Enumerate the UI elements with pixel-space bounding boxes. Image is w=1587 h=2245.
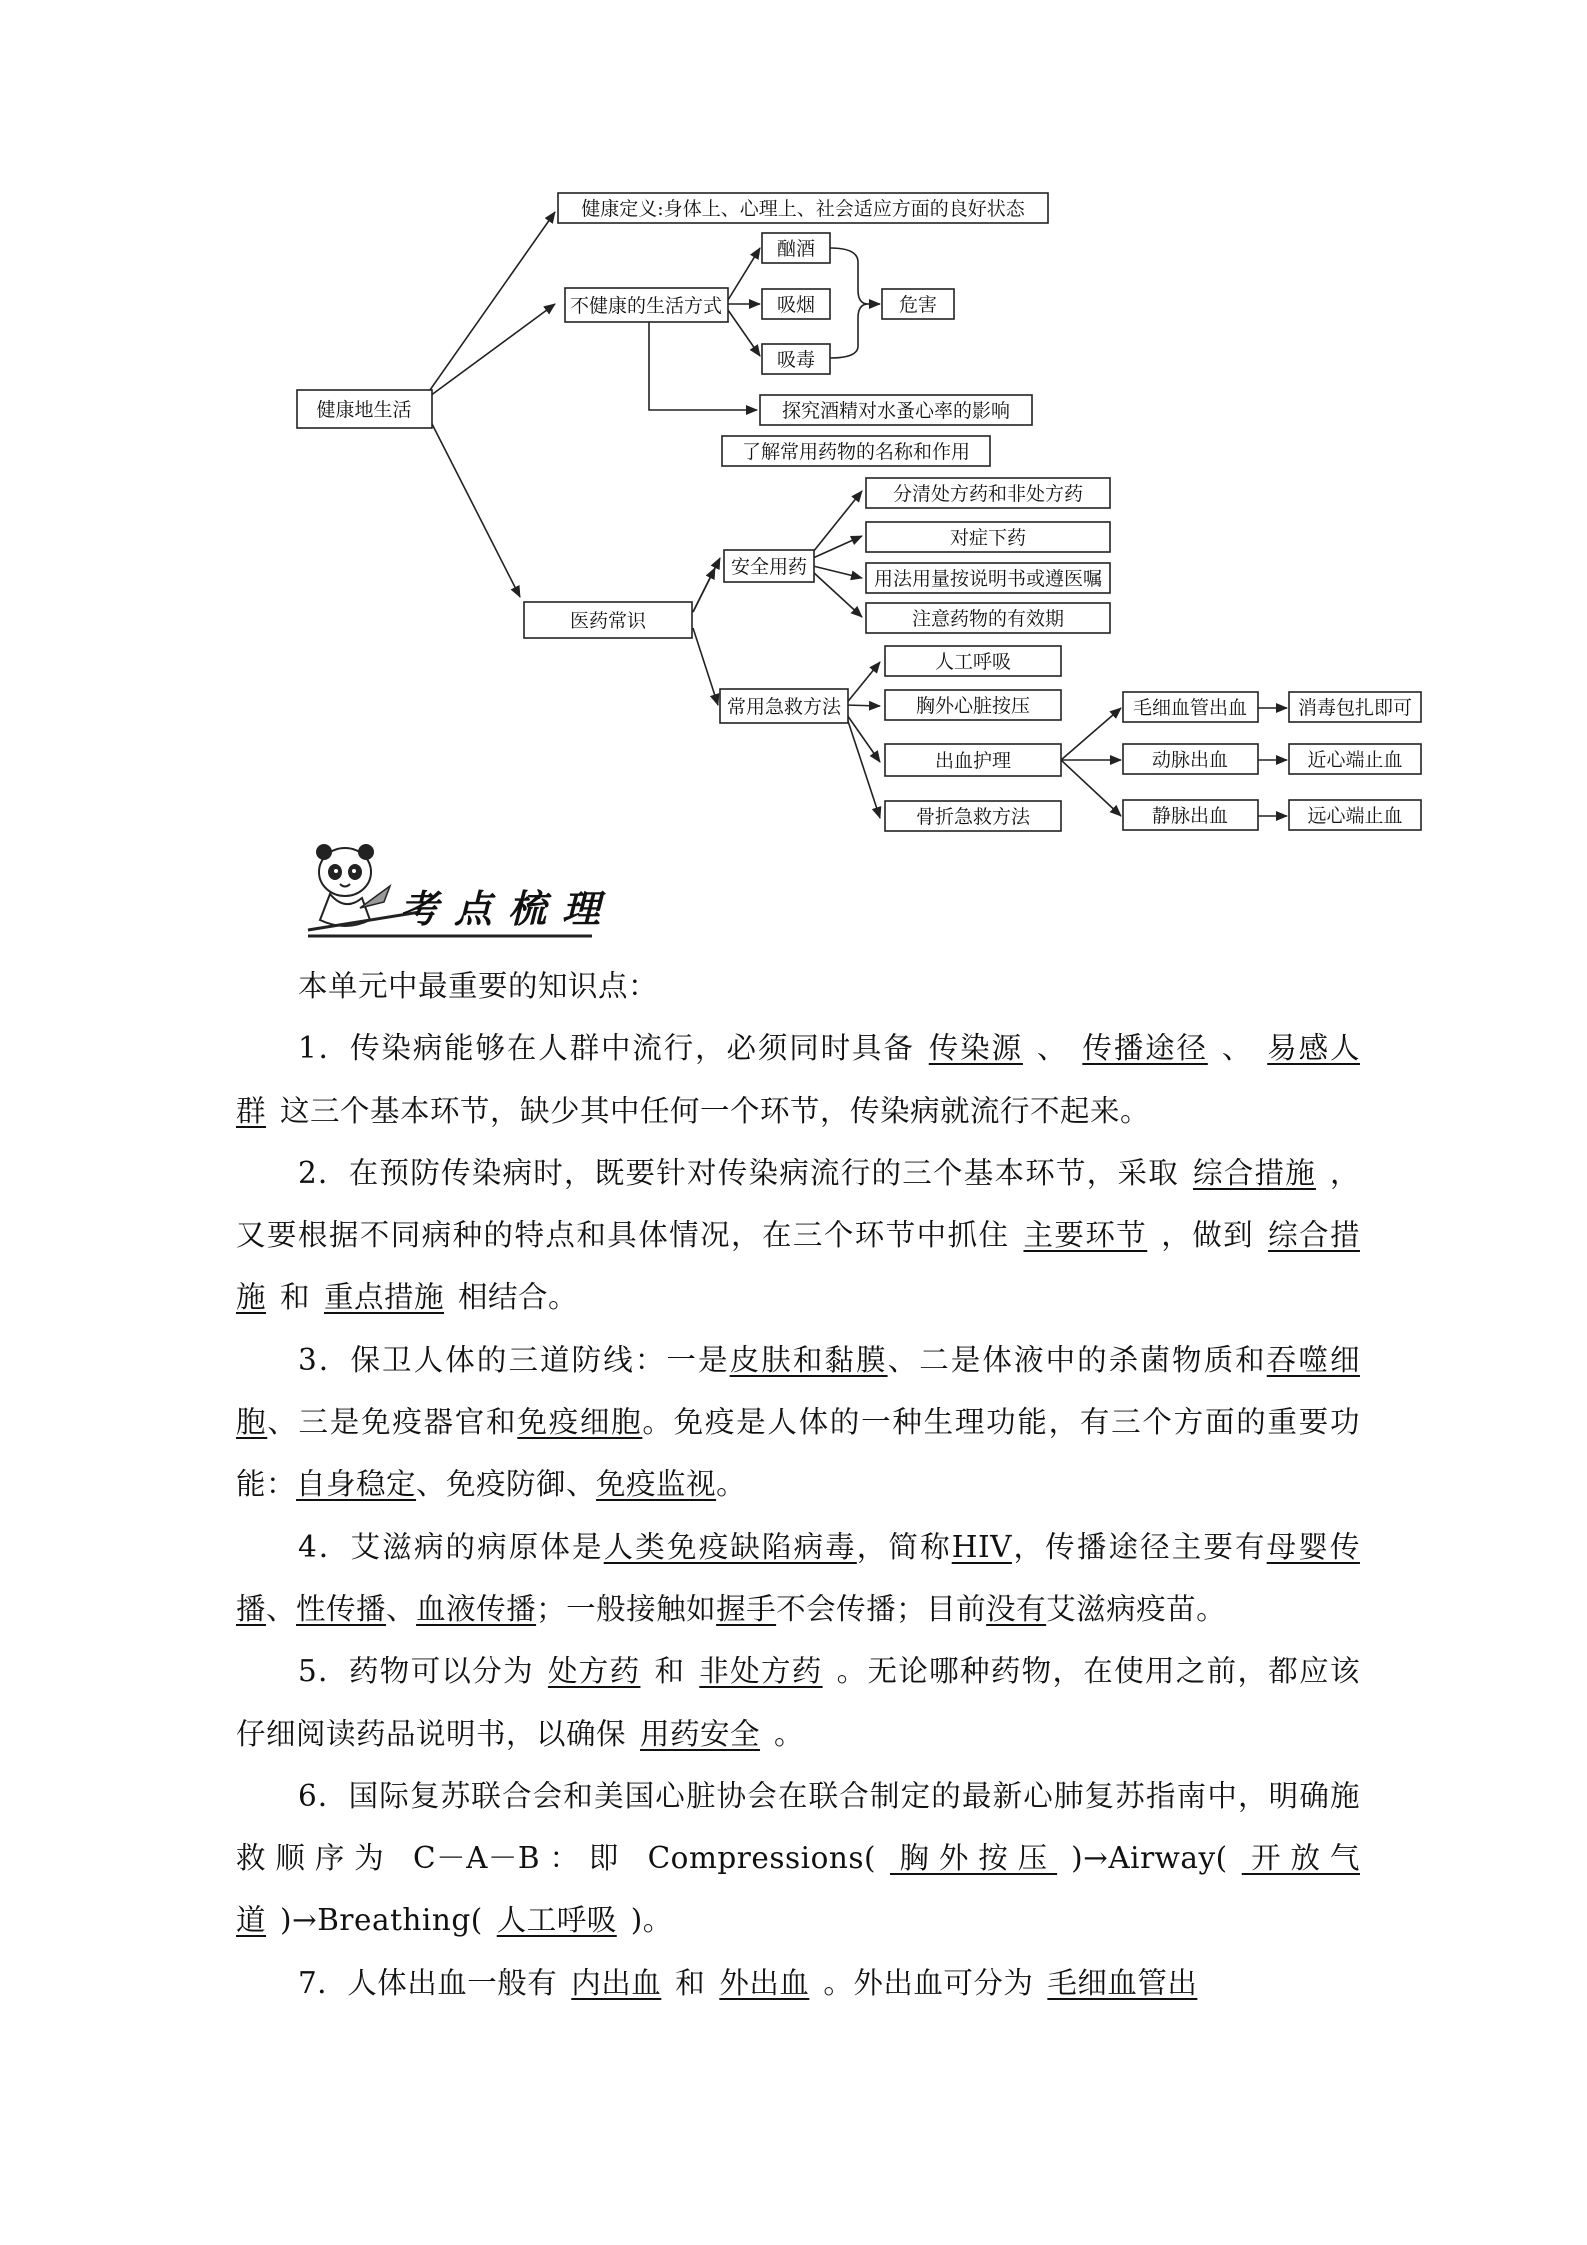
answer-blank: 胸外按压 <box>889 1841 1058 1876</box>
answer-blank: 吞噬细胞 <box>236 1342 1360 1440</box>
node-proximal <box>1289 744 1421 774</box>
node-drugs <box>762 344 830 374</box>
answer-blank: 外出血 <box>719 1965 810 2000</box>
answer-blank: 性传播 <box>296 1591 387 1626</box>
svg-text:静脉出血: 静脉出血 <box>1151 805 1229 827</box>
node-capillary-bleeding <box>1123 692 1258 722</box>
svg-text:安全用药: 安全用药 <box>730 556 808 578</box>
answer-blank: 非处方药 <box>699 1654 823 1689</box>
answer-blank: 处方药 <box>547 1654 641 1689</box>
knowledge-points <box>236 955 1360 2014</box>
svg-text:出血护理: 出血护理 <box>934 750 1012 772</box>
node-safe-medication <box>724 550 814 582</box>
answer-blank: 综合措施 <box>236 1218 1360 1315</box>
answer-blank: 传染源 <box>928 1031 1023 1066</box>
svg-text:健康地生活: 健康地生活 <box>316 399 412 421</box>
answer-blank: 开放气道 <box>236 1841 1360 1938</box>
point-4: 4．艾滋病的病原体是人类免疫缺陷病毒，简称HIV，传播途径主要有母婴传播、性传播、血液传播；一般接触如握手不会传播；目前没有艾滋病疫苗。 <box>236 1529 1360 1626</box>
node-rx-otc <box>866 478 1110 508</box>
answer-blank: 免疫细胞 <box>517 1405 643 1440</box>
svg-text:人工呼吸: 人工呼吸 <box>934 651 1012 673</box>
point-5: 5．药物可以分为 处方药 和 非处方药 。无论哪种药物，在使用之前，都应该仔细阅读药品说明书，以确保 用药安全 。 <box>236 1654 1360 1751</box>
point-1: 1．传染病能够在人群中流行，必须同时具备 传染源 、 传播途径 、 易感人群 这三个基本环节，缺少其中任何一个环节，传染病就流行不起来。 <box>236 1031 1360 1128</box>
answer-blank: 人类免疫缺陷病毒 <box>603 1529 857 1564</box>
answer-blank: 重点措施 <box>324 1280 445 1315</box>
node-venous-bleeding <box>1123 800 1258 830</box>
svg-text:探究酒精对水蚤心率的影响: 探究酒精对水蚤心率的影响 <box>781 400 1011 422</box>
node-medical-knowledge <box>524 602 692 638</box>
node-chest-compression <box>885 690 1061 720</box>
answer-blank: 没有 <box>986 1591 1047 1626</box>
answer-blank: 主要环节 <box>1023 1218 1148 1253</box>
node-disinfect <box>1289 692 1421 722</box>
point-3: 3．保卫人体的三道防线：一是皮肤和黏膜、二是体液中的杀菌物质和吞噬细胞、三是免疫器官和免疫细胞。免疫是人体的一种生理功能，有三个方面的重要功能：自身稳定、免疫防御、免疫监视。 <box>236 1342 1360 1502</box>
node-smoking <box>762 289 830 319</box>
node-alcohol-experiment <box>760 395 1032 425</box>
answer-blank: 自身稳定 <box>296 1467 417 1502</box>
answer-blank: 握手 <box>716 1591 777 1626</box>
svg-text:危害: 危害 <box>898 294 938 316</box>
node-know-drugs <box>722 436 990 466</box>
node-fracture <box>885 801 1061 831</box>
svg-text:骨折急救方法: 骨折急救方法 <box>915 806 1031 828</box>
answer-blank: 母婴传播 <box>236 1529 1360 1626</box>
svg-text:远心端止血: 远心端止血 <box>1307 805 1403 827</box>
node-health-definition <box>558 193 1048 223</box>
node-first-aid <box>720 689 848 723</box>
svg-text:吸毒: 吸毒 <box>776 349 816 371</box>
svg-text:毛细血管出血: 毛细血管出血 <box>1132 697 1248 719</box>
answer-blank: 内出血 <box>571 1965 662 2000</box>
svg-text:酗酒: 酗酒 <box>776 238 816 260</box>
svg-text:不健康的生活方式: 不健康的生活方式 <box>569 295 723 317</box>
answer-blank: HIV <box>951 1529 1012 1564</box>
answer-blank: 皮肤和黏膜 <box>729 1342 888 1377</box>
answer-blank: 易感人群 <box>236 1031 1360 1128</box>
svg-text:吸烟: 吸烟 <box>776 294 816 316</box>
node-bleeding-care <box>885 744 1061 776</box>
svg-text:动脉出血: 动脉出血 <box>1151 749 1229 771</box>
svg-text:注意药物的有效期: 注意药物的有效期 <box>911 608 1065 630</box>
node-dosage <box>866 563 1110 593</box>
concept-map <box>0 0 1587 860</box>
svg-text:消毒包扎即可: 消毒包扎即可 <box>1297 697 1413 719</box>
answer-blank: 毛细血管出 <box>1047 1965 1198 2000</box>
answer-blank: 用药安全 <box>640 1716 761 1751</box>
answer-blank: 传播途径 <box>1082 1031 1208 1066</box>
point-7: 7．人体出血一般有 内出血 和 外出血 。外出血可分为 毛细血管出 <box>236 1952 1360 2014</box>
svg-text:分清处方药和非处方药: 分清处方药和非处方药 <box>892 483 1084 505</box>
node-artificial-respiration <box>885 646 1061 676</box>
svg-text:对症下药: 对症下药 <box>949 527 1027 549</box>
section-title: 考点梳理 <box>400 886 617 931</box>
svg-text:医药常识: 医药常识 <box>569 610 647 632</box>
node-symptom <box>866 522 1110 552</box>
answer-blank: 免疫监视 <box>596 1467 717 1502</box>
node-root <box>297 390 432 428</box>
node-distal <box>1289 800 1421 830</box>
concept-map-edges <box>430 212 1287 818</box>
node-expiry <box>866 603 1110 633</box>
svg-text:了解常用药物的名称和作用: 了解常用药物的名称和作用 <box>741 441 971 463</box>
svg-text:常用急救方法: 常用急救方法 <box>726 696 842 718</box>
intro-line: 本单元中最重要的知识点： <box>298 969 659 1003</box>
svg-text:健康定义:身体上、心理上、社会适应方面的良好状态: 健康定义:身体上、心理上、社会适应方面的良好状态 <box>581 198 1025 220</box>
answer-blank: 人工呼吸 <box>496 1903 617 1938</box>
answer-blank: 综合措施 <box>1192 1155 1316 1190</box>
node-harm <box>882 289 954 319</box>
svg-text:用法用量按说明书或遵医嘱: 用法用量按说明书或遵医嘱 <box>873 568 1103 590</box>
svg-text:胸外心脏按压: 胸外心脏按压 <box>915 695 1031 717</box>
point-6: 6．国际复苏联合会和美国心脏协会在联合制定的最新心肺复苏指南中，明确施救顺序为 C－A－B：即 Compressions( 胸外按压 )→Airway( 开放气道 )→Breathing( 人工呼吸 )。 <box>236 1778 1360 1938</box>
answer-blank: 血液传播 <box>416 1591 537 1626</box>
node-drinking <box>762 233 830 263</box>
node-arterial-bleeding <box>1123 744 1258 774</box>
point-2: 2．在预防传染病时，既要针对传染病流行的三个基本环节，采取 综合措施 ，又要根据不同病种的特点和具体情况，在三个环节中抓住 主要环节 ，做到 综合措施 和 重点措施 相结合。 <box>236 1155 1360 1315</box>
node-unhealthy-lifestyle <box>565 288 728 322</box>
svg-text:近心端止血: 近心端止血 <box>1307 749 1403 771</box>
